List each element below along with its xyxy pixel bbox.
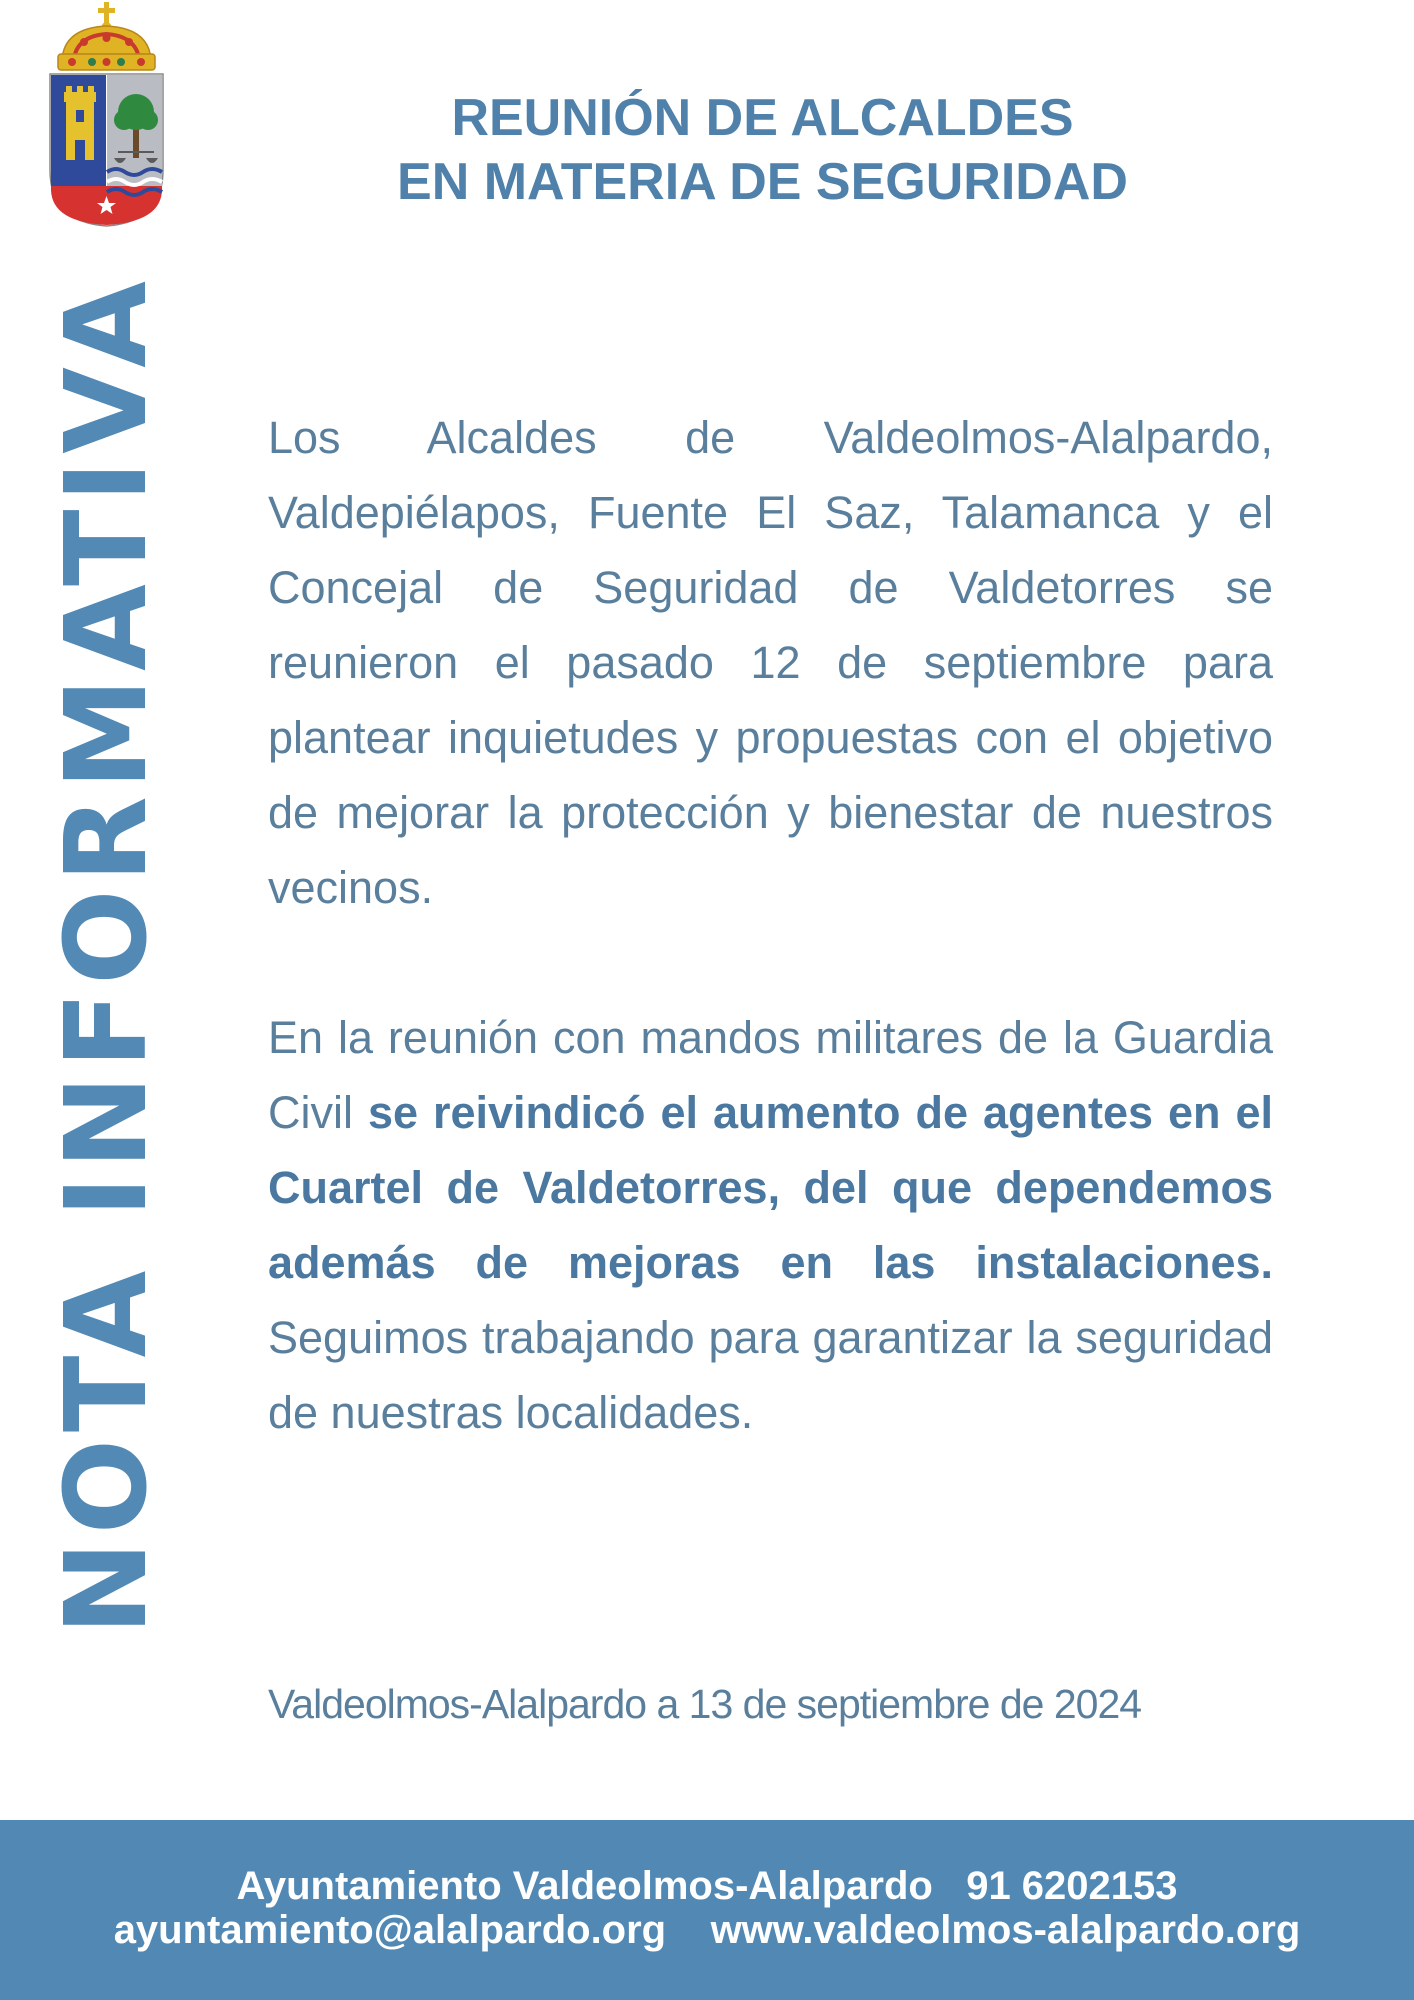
paragraph-2-emphasis: se reivindicó el aumento de agentes en el Cuartel de Valdetorres, del que dependemos además de mejoras en las instalaciones. (268, 1087, 1274, 1288)
date-line: Valdeolmos-Alalpardo a 13 de septiembre de 2024 (268, 1681, 1142, 1727)
paragraph-2-intro: En la reunión con mandos militares de la Guardia Civil (268, 1012, 1273, 1138)
paragraph-2 (268, 1000, 1273, 1450)
page-title-line-1: REUNIÓN DE ALCALDES (451, 89, 1074, 147)
footer-phone: 91 6202153 (966, 1864, 1178, 1908)
footer-website: www.valdeolmos-alalpardo.org (710, 1908, 1301, 1952)
footer-email: ayuntamiento@alalpardo.org (113, 1908, 667, 1952)
side-title: NOTA INFORMATIVA (42, 274, 172, 1635)
footer-contact-line (0, 1862, 1414, 1910)
footer-organization: Ayuntamiento Valdeolmos-Alalpardo (236, 1864, 933, 1908)
paragraph-2-closing: Seguimos trabajando para garantizar la seguridad de nuestras localidades. (268, 1312, 1273, 1438)
footer (0, 1820, 1414, 2000)
paragraph-1: Los Alcaldes de Valdeolmos-Alalpardo, Valdepiélapos, Fuente El Saz, Talamanca y el Concejal de Seguridad de Valdetorres se reunieron el pasado 12 de septiembre para plantear inquietudes y propuestas con el objetivo de mejorar la protección y bienestar de nuestros vecinos. (268, 412, 1273, 913)
page-title-line-2: EN MATERIA DE SEGURIDAD (397, 153, 1128, 211)
municipal-crest-icon (44, 0, 169, 230)
page-title (270, 86, 1255, 214)
footer-web-line (0, 1906, 1414, 1954)
